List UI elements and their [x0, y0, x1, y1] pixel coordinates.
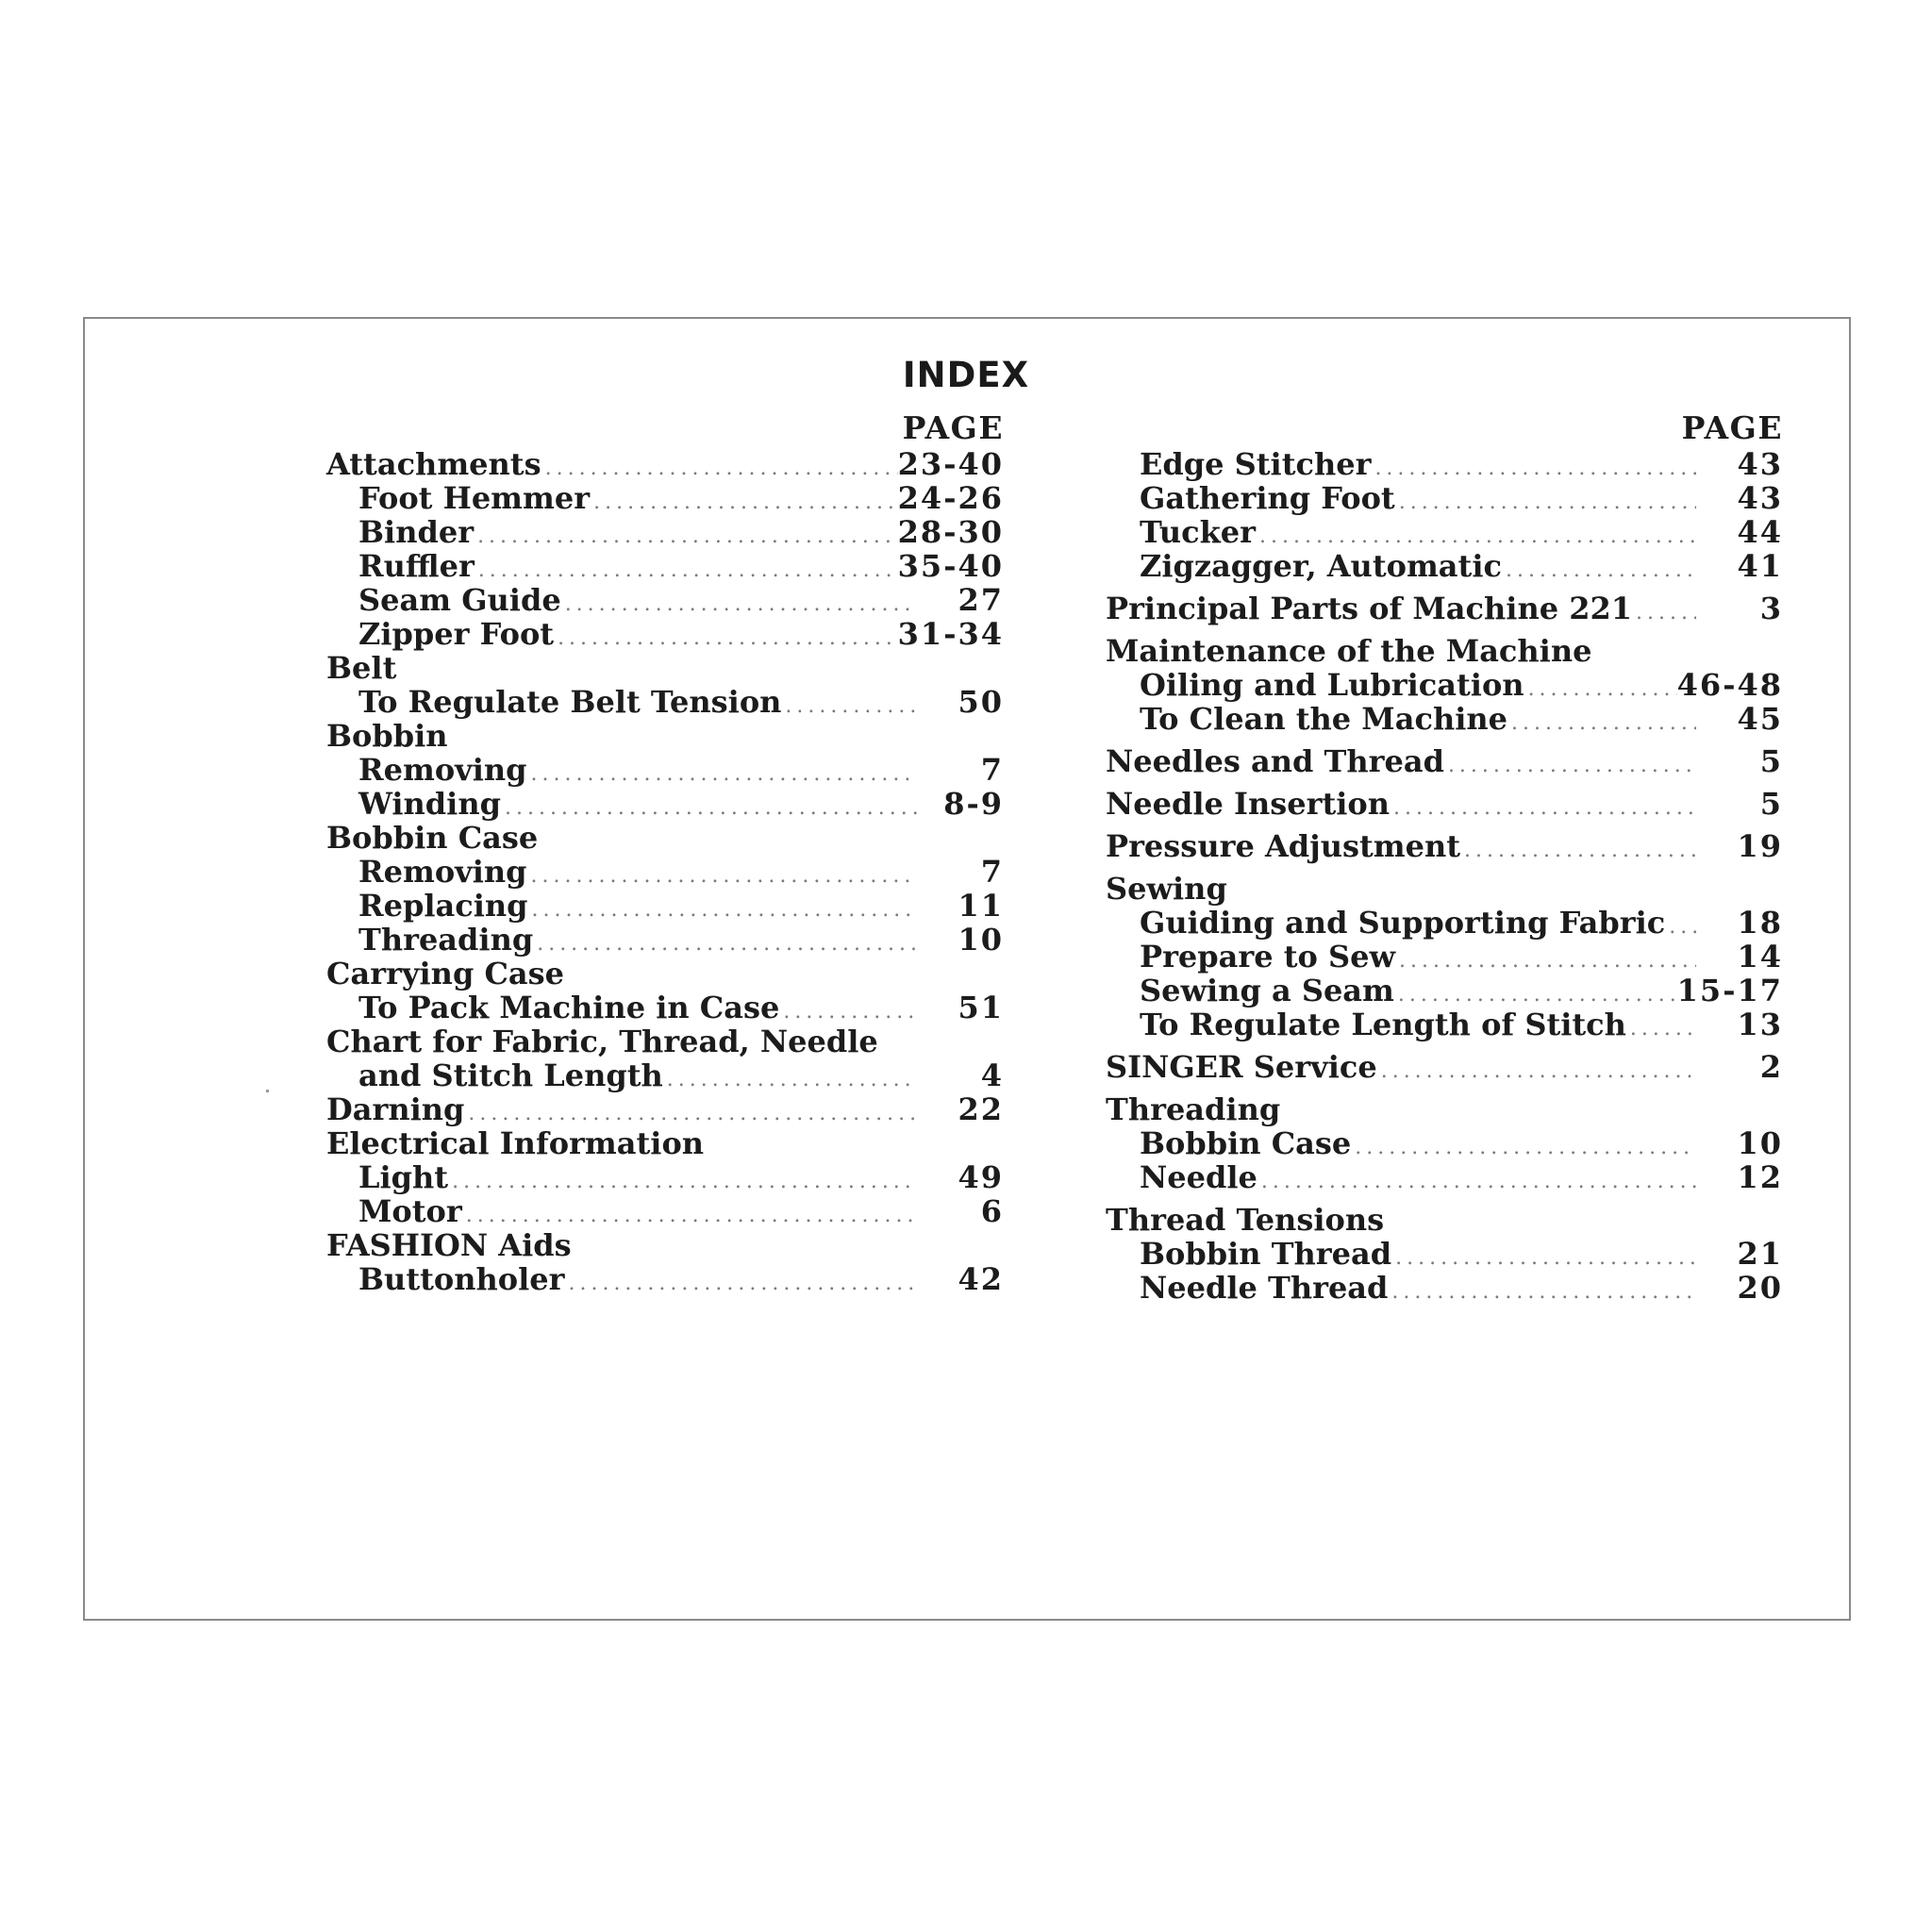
index-entry	[326, 685, 1004, 719]
leader-dots	[501, 791, 917, 825]
entry-label: Electrical Information	[326, 1125, 705, 1161]
entry-label: Oiling and Lubrication	[1140, 667, 1524, 703]
entry-page: 5	[1759, 786, 1783, 822]
leader-dots	[1395, 486, 1696, 520]
entry-page: 10	[1737, 1125, 1783, 1161]
entry-label: Darning	[326, 1091, 465, 1127]
entry-page: 3	[1759, 591, 1783, 626]
entry-label: Winding	[358, 786, 501, 822]
index-heading	[326, 1126, 1004, 1160]
index-entry	[1106, 906, 1783, 940]
entry-label: Light	[358, 1159, 449, 1195]
index-entry	[1106, 481, 1783, 515]
index-entry	[1106, 447, 1783, 481]
entry-label: Chart for Fabric, Thread, Needle	[326, 1024, 878, 1059]
index-entry	[1106, 829, 1783, 863]
index-entry	[326, 617, 1004, 651]
entry-label: Bobbin Case	[326, 820, 539, 856]
entry-label: Removing	[358, 752, 527, 788]
leader-dots	[663, 1063, 917, 1097]
entry-label: FASHION Aids	[326, 1227, 572, 1263]
entry-label: Binder	[358, 514, 475, 550]
entry-page: 50	[958, 684, 1004, 720]
leader-dots	[1388, 1275, 1696, 1309]
entry-label: To Regulate Belt Tension	[358, 684, 782, 720]
entry-page: 10	[958, 922, 1004, 958]
entry-label: To Clean the Machine	[1140, 701, 1507, 737]
entry-label: Motor	[358, 1193, 462, 1229]
index-entry	[326, 991, 1004, 1024]
index-entry	[1106, 940, 1783, 974]
leader-dots	[1460, 834, 1696, 868]
entry-label: Seam Guide	[358, 582, 561, 618]
entry-label: Ruffler	[358, 548, 475, 584]
entry-label: Principal Parts of Machine 221	[1106, 591, 1632, 626]
leader-dots	[1444, 749, 1696, 783]
entry-label: Prepare to Sew	[1140, 939, 1396, 974]
entry-page: 14	[1737, 939, 1783, 974]
entry-label: Sewing	[1106, 871, 1227, 907]
index-column-left	[326, 409, 1004, 1296]
entry-page: 46-48	[1676, 667, 1783, 703]
leader-dots	[1257, 1165, 1696, 1199]
entry-label: Maintenance of the Machine	[1106, 633, 1592, 669]
entry-label: Tucker	[1140, 514, 1257, 550]
entry-label: Zipper Foot	[358, 616, 555, 652]
index-heading	[1106, 872, 1783, 906]
entry-label: Thread Tensions	[1106, 1202, 1385, 1238]
entry-page: 27	[958, 582, 1004, 618]
entry-page: 4	[980, 1058, 1004, 1093]
index-column-right	[1106, 409, 1783, 1305]
entry-page: 12	[1737, 1159, 1783, 1195]
leader-dots	[1502, 554, 1696, 588]
leader-dots	[1632, 596, 1696, 630]
index-entry	[1106, 1160, 1783, 1194]
index-entry	[1106, 1271, 1783, 1305]
entry-page: 51	[958, 990, 1004, 1025]
entry-page: 18	[1737, 905, 1783, 941]
index-entry	[1106, 787, 1783, 821]
entry-page: 15-17	[1676, 973, 1783, 1008]
entry-label: Bobbin Thread	[1140, 1236, 1392, 1272]
leader-dots	[1390, 791, 1696, 825]
entry-page: 31-34	[897, 616, 1004, 652]
index-entry	[1106, 702, 1783, 736]
entry-label: Pressure Adjustment	[1106, 828, 1461, 864]
entry-page: 21	[1737, 1236, 1783, 1272]
entry-page: 7	[980, 854, 1004, 890]
page-column-header: PAGE	[1681, 409, 1783, 446]
index-heading	[326, 821, 1004, 855]
leader-dots	[527, 859, 917, 893]
leader-dots	[448, 1165, 917, 1199]
entry-page: 43	[1737, 480, 1783, 516]
entry-page: 2	[1759, 1049, 1783, 1085]
entry-page: 20	[1737, 1270, 1783, 1306]
leader-dots	[1524, 673, 1677, 707]
entry-page: 42	[958, 1261, 1004, 1297]
entry-page: 22	[958, 1091, 1004, 1127]
entry-label: Foot Hemmer	[358, 480, 591, 516]
index-heading	[326, 651, 1004, 685]
index-entry	[326, 1092, 1004, 1126]
entry-page: 5	[1759, 743, 1783, 779]
scan-speck	[266, 1090, 269, 1092]
index-entry	[1106, 515, 1783, 549]
index-entry	[326, 1194, 1004, 1228]
leader-dots	[1391, 1241, 1696, 1275]
index-entry	[326, 787, 1004, 821]
entry-label: Gathering Foot	[1140, 480, 1395, 516]
entry-page: 45	[1737, 701, 1783, 737]
entry-page: 23-40	[897, 446, 1004, 482]
leader-dots	[1351, 1131, 1696, 1165]
index-entry	[1106, 668, 1783, 702]
leader-dots	[533, 927, 917, 961]
entry-label: To Regulate Length of Stitch	[1140, 1007, 1626, 1042]
index-entry	[1106, 744, 1783, 778]
entry-page: 44	[1737, 514, 1783, 550]
entry-label: Needle	[1140, 1159, 1257, 1195]
entry-label: Zigzagger, Automatic	[1140, 548, 1502, 584]
entry-label: SINGER Service	[1106, 1049, 1377, 1085]
index-heading	[326, 957, 1004, 991]
index-entry	[1106, 1050, 1783, 1084]
entry-page: 41	[1737, 548, 1783, 584]
leader-dots	[1507, 707, 1696, 741]
index-entry	[326, 583, 1004, 617]
index-entry	[1106, 591, 1783, 625]
leader-dots	[474, 520, 898, 554]
entry-page: 8-9	[943, 786, 1004, 822]
index-entry	[326, 447, 1004, 481]
leader-dots	[1665, 910, 1696, 944]
leader-dots	[590, 486, 898, 520]
index-entry	[326, 855, 1004, 889]
entry-label: Threading	[1106, 1091, 1281, 1127]
entry-label: Needle Thread	[1140, 1270, 1389, 1306]
entry-page: 19	[1737, 828, 1783, 864]
leader-dots	[564, 1267, 917, 1301]
index-entry	[326, 1058, 1004, 1092]
index-heading	[1106, 1092, 1783, 1126]
index-entry	[326, 515, 1004, 549]
index-entry	[326, 481, 1004, 515]
entry-page: 11	[958, 888, 1004, 924]
index-entry	[1106, 549, 1783, 583]
entry-label: Threading	[358, 922, 534, 958]
index-entry	[326, 889, 1004, 923]
index-entry	[1106, 1008, 1783, 1041]
entry-label: Removing	[358, 854, 527, 890]
entry-label: and Stitch Length	[358, 1058, 663, 1093]
leader-dots	[1395, 944, 1696, 978]
leader-dots	[1371, 452, 1696, 486]
entry-label: Bobbin Case	[1140, 1125, 1352, 1161]
index-heading	[326, 1228, 1004, 1262]
leader-dots	[528, 893, 918, 927]
leader-dots	[541, 452, 898, 486]
index-entry	[326, 923, 1004, 957]
entry-label: Needles and Thread	[1106, 743, 1444, 779]
leader-dots	[1377, 1055, 1696, 1089]
entry-label: Belt	[326, 650, 397, 686]
entry-page: 6	[980, 1193, 1004, 1229]
index-heading	[1106, 1203, 1783, 1237]
index-entry	[326, 1262, 1004, 1296]
entry-label: Carrying Case	[326, 956, 565, 991]
entry-label: Edge Stitcher	[1140, 446, 1372, 482]
index-heading	[326, 1024, 1004, 1058]
leader-dots	[781, 690, 917, 724]
entry-page: 49	[958, 1159, 1004, 1195]
index-entry	[1106, 974, 1783, 1008]
entry-label: Bobbin	[326, 718, 448, 754]
entry-page: 43	[1737, 446, 1783, 482]
leader-dots	[1626, 1012, 1696, 1046]
entry-page: 35-40	[897, 548, 1004, 584]
entry-page: 7	[980, 752, 1004, 788]
index-entry	[326, 753, 1004, 787]
page-column-header: PAGE	[902, 409, 1004, 446]
entry-page: 24-26	[897, 480, 1004, 516]
leader-dots	[561, 588, 917, 622]
leader-dots	[554, 622, 898, 656]
index-entry	[326, 1160, 1004, 1194]
entry-label: Guiding and Supporting Fabric	[1140, 905, 1666, 941]
entry-label: Attachments	[326, 446, 541, 482]
index-entry	[1106, 1126, 1783, 1160]
entry-page: 28-30	[897, 514, 1004, 550]
index-heading	[1106, 634, 1783, 668]
entry-label: Needle Insertion	[1106, 786, 1391, 822]
index-entry	[1106, 1237, 1783, 1271]
entry-page: 13	[1737, 1007, 1783, 1042]
entry-label: Sewing a Seam	[1140, 973, 1394, 1008]
leader-dots	[527, 758, 917, 791]
entry-label: Buttonholer	[358, 1261, 565, 1297]
index-heading	[326, 719, 1004, 753]
index-entry	[326, 549, 1004, 583]
entry-label: To Pack Machine in Case	[358, 990, 780, 1025]
index-title: INDEX	[902, 355, 1030, 395]
entry-label: Replacing	[358, 888, 528, 924]
